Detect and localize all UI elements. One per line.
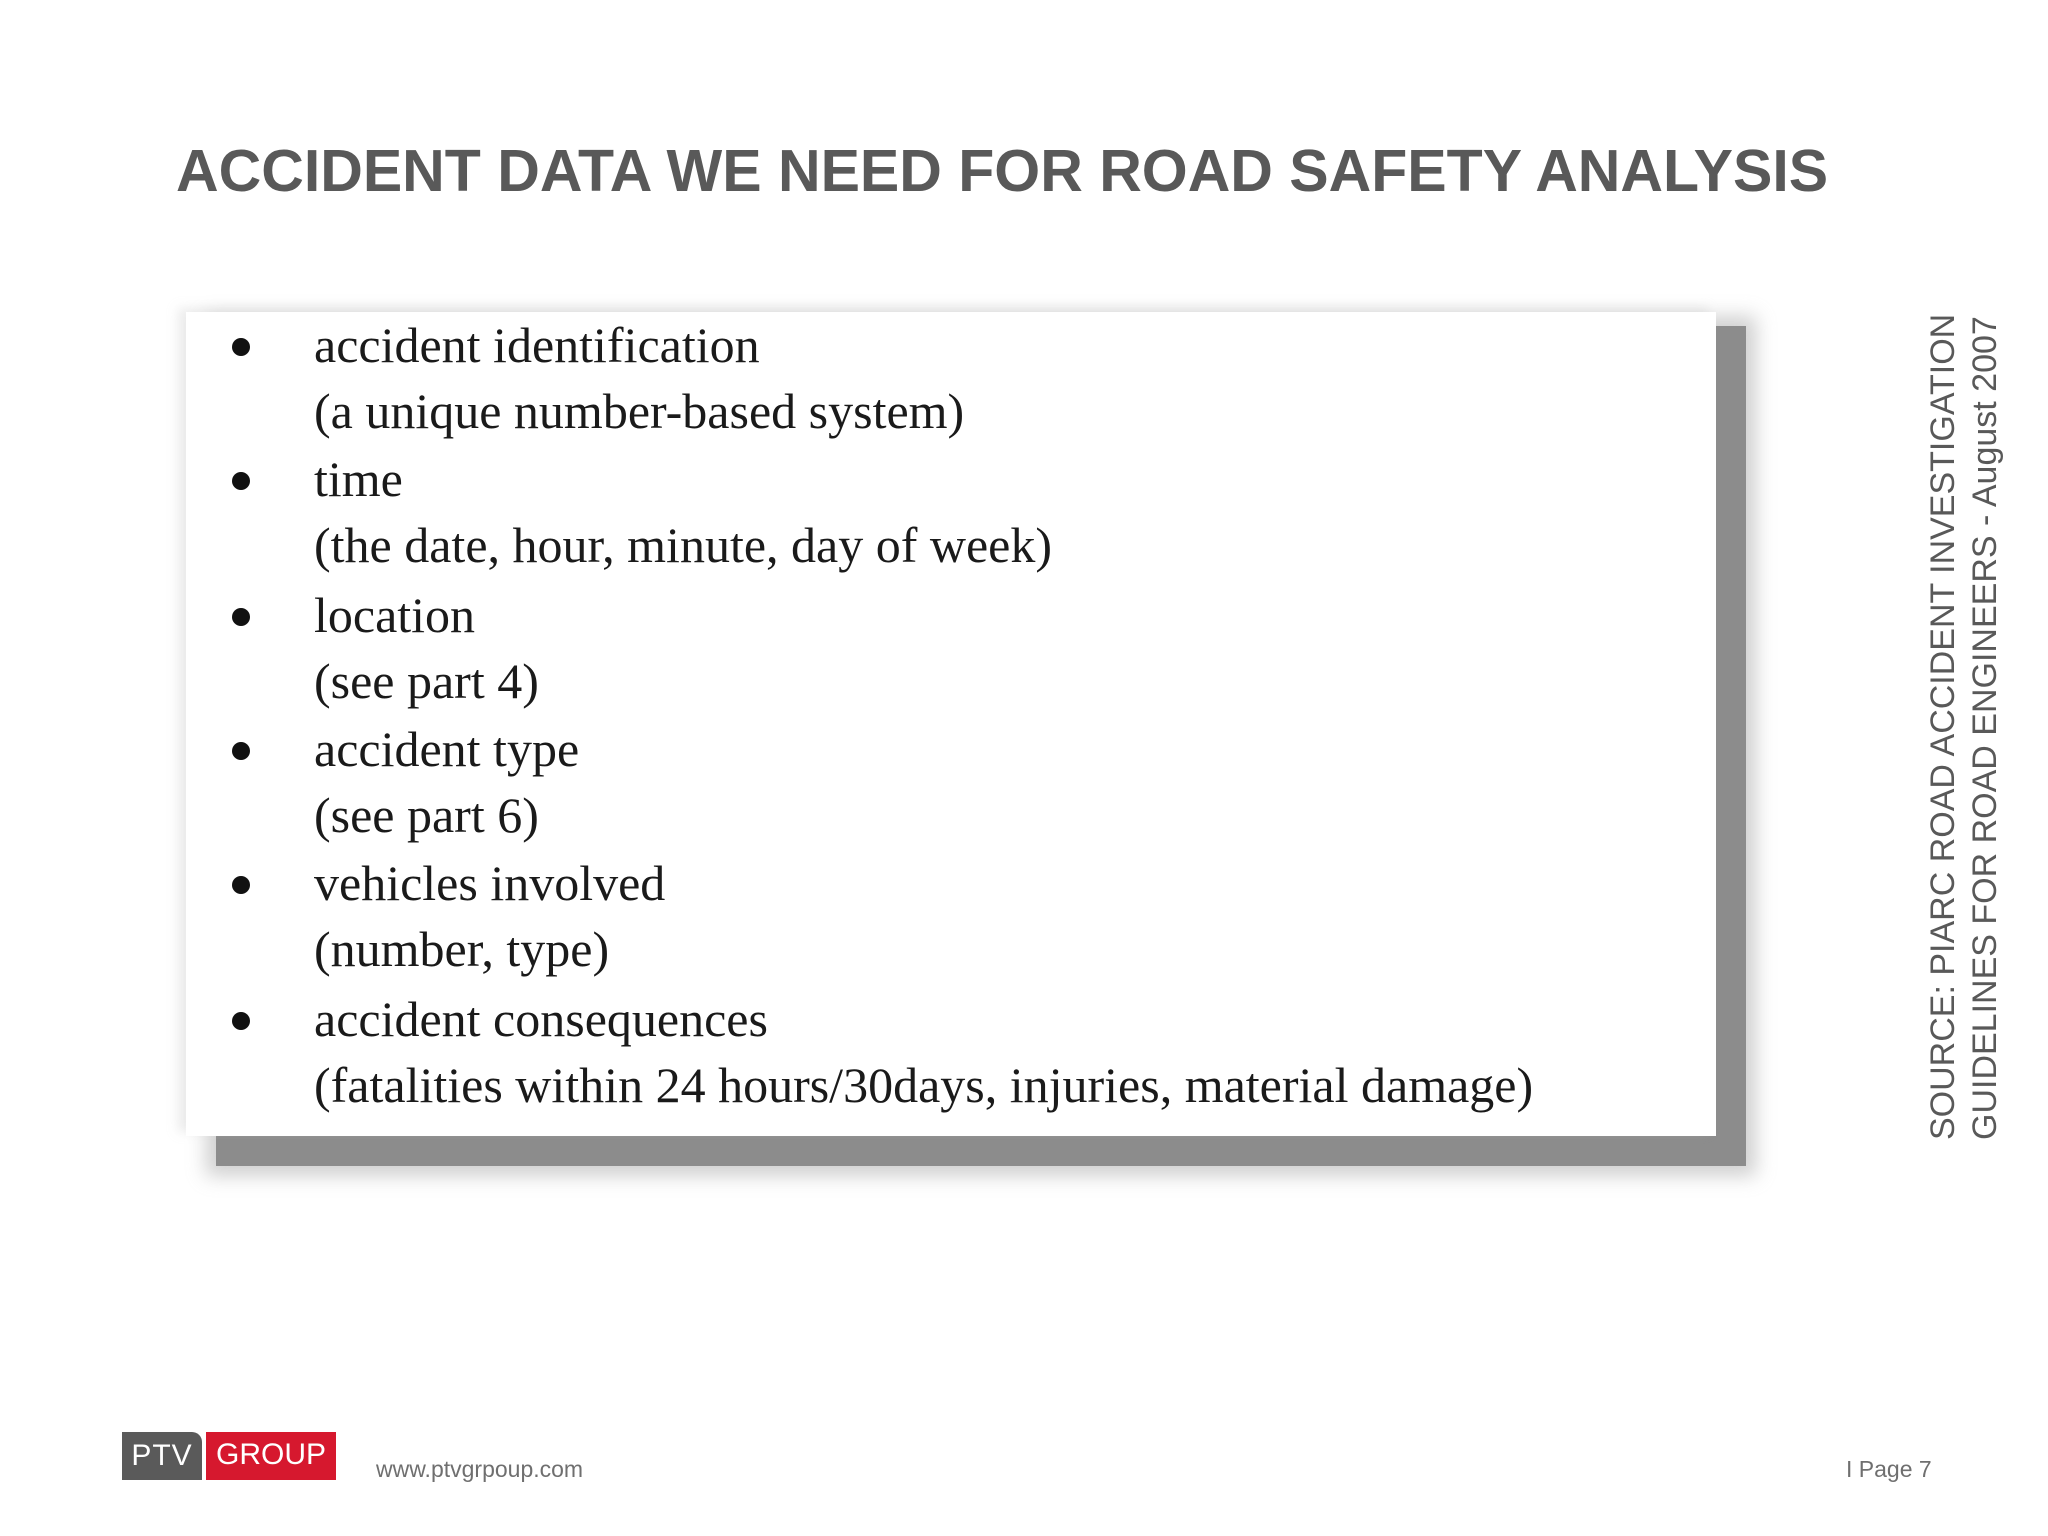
- ptv-group-logo: [122, 1432, 336, 1480]
- bullet-icon: [232, 1012, 250, 1030]
- list-item-label: location: [314, 587, 476, 643]
- list-item-detail: (number, type): [314, 921, 610, 977]
- list-item-detail: (a unique number-based system): [314, 383, 965, 439]
- website-link[interactable]: www.ptvgrpoup.com: [376, 1456, 584, 1482]
- list-item-detail: (the date, hour, minute, day of week): [314, 517, 1053, 573]
- bullet-icon: [232, 472, 250, 490]
- bullet-icon: [232, 608, 250, 626]
- bullet-icon: [232, 876, 250, 894]
- page-number: I Page 7: [1846, 1456, 1932, 1482]
- list-item-detail: (see part 6): [314, 787, 539, 843]
- bullet-list-figure: [186, 312, 1716, 1136]
- source-line-2: GUIDELINES FOR ROAD ENGINEERS - August 2007: [1966, 316, 2004, 1140]
- list-item-label: accident identification: [314, 317, 760, 373]
- source-citation: [1922, 300, 2006, 1140]
- source-line-1: SOURCE: PIARC ROAD ACCIDENT INVESTIGATION: [1924, 313, 1962, 1140]
- bullet-icon: [232, 338, 250, 356]
- slide-title: ACCIDENT DATA WE NEED FOR ROAD SAFETY ANALYSIS: [176, 138, 1829, 204]
- list-item-label: accident type: [314, 721, 580, 777]
- list-item-detail: (fatalities within 24 hours/30days, injuries, material damage): [314, 1057, 1534, 1113]
- list-item-label: accident consequences: [314, 991, 768, 1047]
- logo-group: GROUP: [206, 1432, 336, 1480]
- list-item-label: time: [314, 451, 403, 507]
- logo-ptv: PTV: [122, 1432, 202, 1480]
- figure-panel: [186, 312, 1716, 1136]
- bullet-icon: [232, 742, 250, 760]
- list-item-label: vehicles involved: [314, 855, 666, 911]
- list-item-detail: (see part 4): [314, 653, 539, 709]
